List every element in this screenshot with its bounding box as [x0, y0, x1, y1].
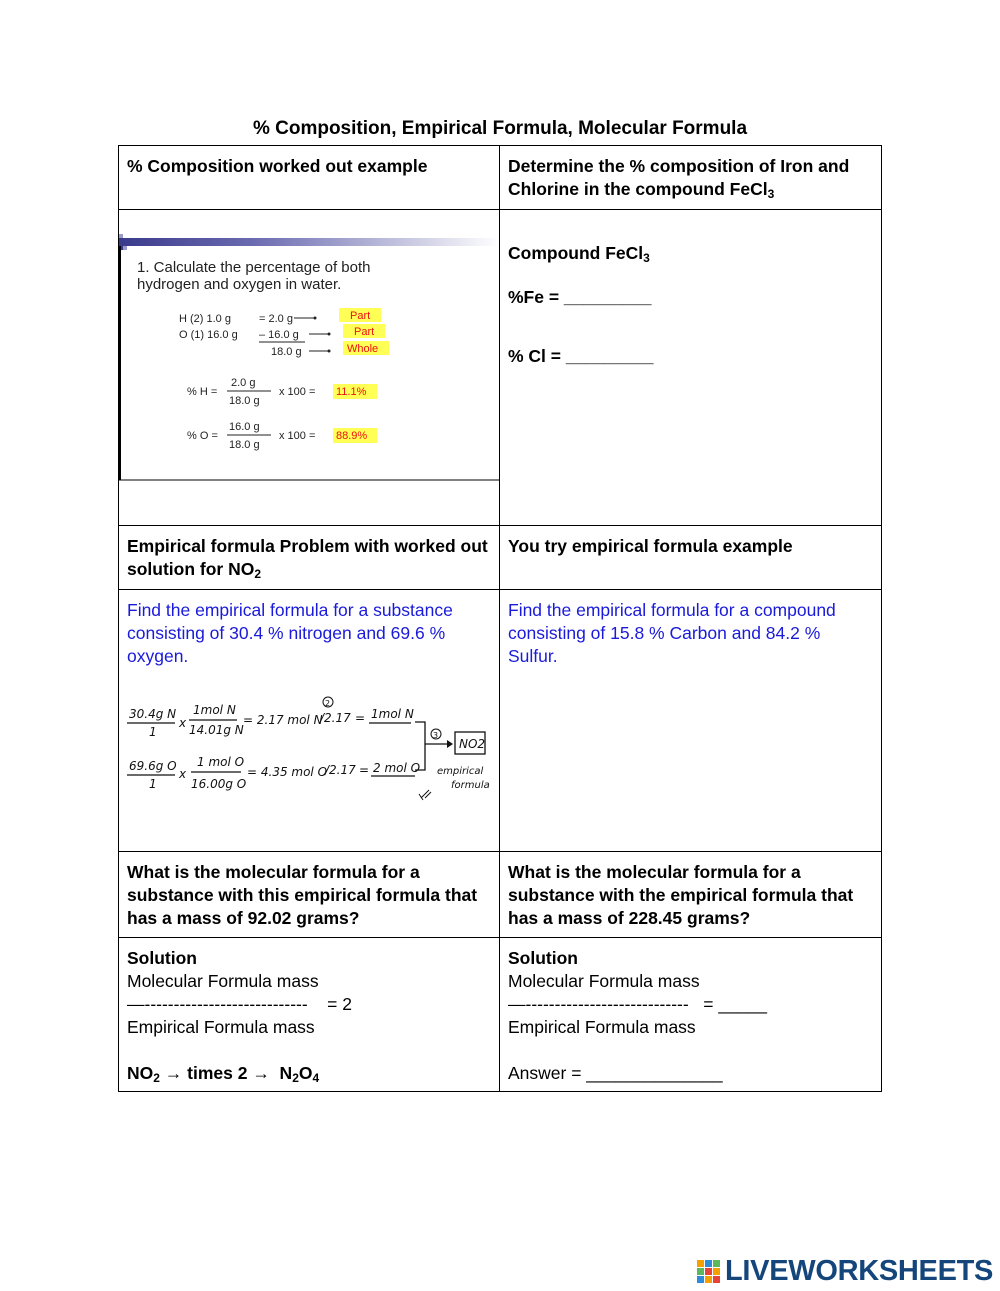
svg-text:16.0 g: 16.0 g	[229, 421, 260, 433]
cell-try-header: You try empirical formula example	[500, 526, 882, 590]
svg-text:Part: Part	[354, 326, 375, 338]
svg-text:x: x	[179, 716, 187, 730]
svg-text:2 mol O: 2 mol O	[373, 761, 421, 775]
svg-text:x: x	[179, 767, 187, 781]
cell-fecl3-question: Determine the % composition of Iron and Chlorine in the compound FeCl$_3$	[500, 146, 882, 210]
cl-percent-blank[interactable]: % Cl = _________	[508, 346, 654, 366]
svg-text:x 100 =: x 100 =	[279, 386, 316, 398]
svg-text:1 mol O: 1 mol O	[197, 755, 245, 769]
fe-percent-blank[interactable]: %Fe = _________	[508, 287, 652, 307]
svg-text:% H =: % H =	[187, 386, 218, 398]
worksheet-table	[118, 145, 882, 1092]
compound-label: Compound FeCl$_3$	[508, 243, 650, 265]
table-row	[119, 210, 882, 526]
cell-empirical-header: Empirical formula Problem with worked out solution for $NO_2$	[119, 526, 500, 590]
svg-text:18.0 g: 18.0 g	[271, 346, 302, 358]
try-problem-text: Find the empirical formula for a compound consisting of 15.8 % Carbon and 84.2 % Sulfur.	[508, 600, 836, 666]
svg-text:18.0 g: 18.0 g	[229, 395, 260, 407]
svg-text:formula: formula	[451, 780, 490, 791]
svg-text:1mol N: 1mol N	[193, 703, 236, 717]
svg-text:x 100 =: x 100 =	[279, 430, 316, 442]
question-line-2: hydrogen and oxygen in water.	[137, 276, 342, 293]
svg-text:1mol N: 1mol N	[371, 707, 414, 721]
formula-conversion: $NO_2$ → times $2 \to N_2O_4$	[127, 1063, 320, 1085]
svg-text:= 4.35 mol O: = 4.35 mol O	[247, 765, 328, 779]
svg-text:% O =: % O =	[187, 430, 218, 442]
svg-text:1: 1	[149, 725, 157, 739]
answer-blank[interactable]: Answer = ______________	[508, 1063, 723, 1083]
cell-empirical-example	[119, 590, 500, 852]
svg-text:= 2.0 g: = 2.0 g	[259, 313, 293, 325]
logo-icon	[697, 1259, 721, 1283]
svg-text:2: 2	[325, 699, 331, 708]
question-line-1: 1. Calculate the percentage of both	[137, 259, 371, 276]
table-row	[119, 526, 882, 590]
svg-text:Whole: Whole	[347, 343, 379, 355]
svg-text:16.00g O: 16.00g O	[191, 777, 247, 791]
cell-composition-header: % Composition worked out example	[119, 146, 500, 210]
svg-text:14.01g N: 14.01g N	[189, 723, 244, 737]
cell-solution-left: Solution Molecular Formula mass —---------------------------- = 2 Empirical Formula mass $NO_2$ → times $2 \to N_2O_4$	[119, 938, 500, 1092]
cell-try-problem	[500, 590, 882, 852]
logo-text: LIVEWORKSHEETS	[725, 1254, 994, 1287]
svg-text:= 2.17 mol N: = 2.17 mol N	[243, 713, 323, 727]
svg-text:11.1%: 11.1%	[336, 386, 367, 398]
svg-text:=: =	[355, 711, 366, 725]
cell-composition-example-image	[119, 210, 500, 526]
svg-text:=: =	[359, 763, 370, 777]
svg-text:1: 1	[149, 777, 157, 791]
svg-text:/2.17: /2.17	[325, 763, 356, 777]
empirical-problem-text: Find the empirical formula for a substance consisting of 30.4 % nitrogen and 69.6 % oxygen.	[127, 600, 453, 666]
svg-text:– 16.0 g: – 16.0 g	[259, 329, 299, 341]
svg-text:H (2) 1.0 g: H (2) 1.0 g	[179, 313, 231, 325]
svg-text:30.4g N: 30.4g N	[129, 707, 177, 721]
cell-fecl3-answer	[500, 210, 882, 526]
liveworksheets-logo	[697, 1254, 993, 1288]
svg-text:69.6g O: 69.6g O	[129, 759, 177, 773]
table-row	[119, 852, 882, 938]
cell-solution-right: Solution Molecular Formula mass —---------------------------- = _____ Empirical Formula mass Answer = ______________	[500, 938, 882, 1092]
cell-molecular-question-left: What is the molecular formula for a substance with this empirical formula that has a mass of 92.02 grams?	[119, 852, 500, 938]
table-row	[119, 938, 882, 1092]
svg-text:/2.17: /2.17	[320, 711, 351, 725]
svg-text:NO2: NO2	[459, 737, 486, 751]
handwritten-solution	[125, 694, 495, 814]
svg-text:3: 3	[433, 731, 439, 740]
table-row	[119, 146, 882, 210]
ratio-blank[interactable]: —---------------------------- = _____	[508, 994, 768, 1014]
cell-molecular-question-right: What is the molecular formula for a substance with the empirical formula that has a mass of 228.45 grams?	[500, 852, 882, 938]
page-title: % Composition, Empirical Formula, Molecular Formula	[252, 118, 748, 139]
svg-text:Part: Part	[350, 310, 371, 322]
svg-text:88.9%: 88.9%	[336, 430, 368, 442]
svg-text:18.0 g: 18.0 g	[229, 439, 260, 451]
svg-text:empirical: empirical	[437, 766, 484, 777]
svg-text:O (1) 16.0 g: O (1) 16.0 g	[179, 329, 238, 341]
water-composition-image	[119, 210, 500, 525]
table-row	[119, 590, 882, 852]
svg-text:2.0 g: 2.0 g	[231, 377, 256, 389]
